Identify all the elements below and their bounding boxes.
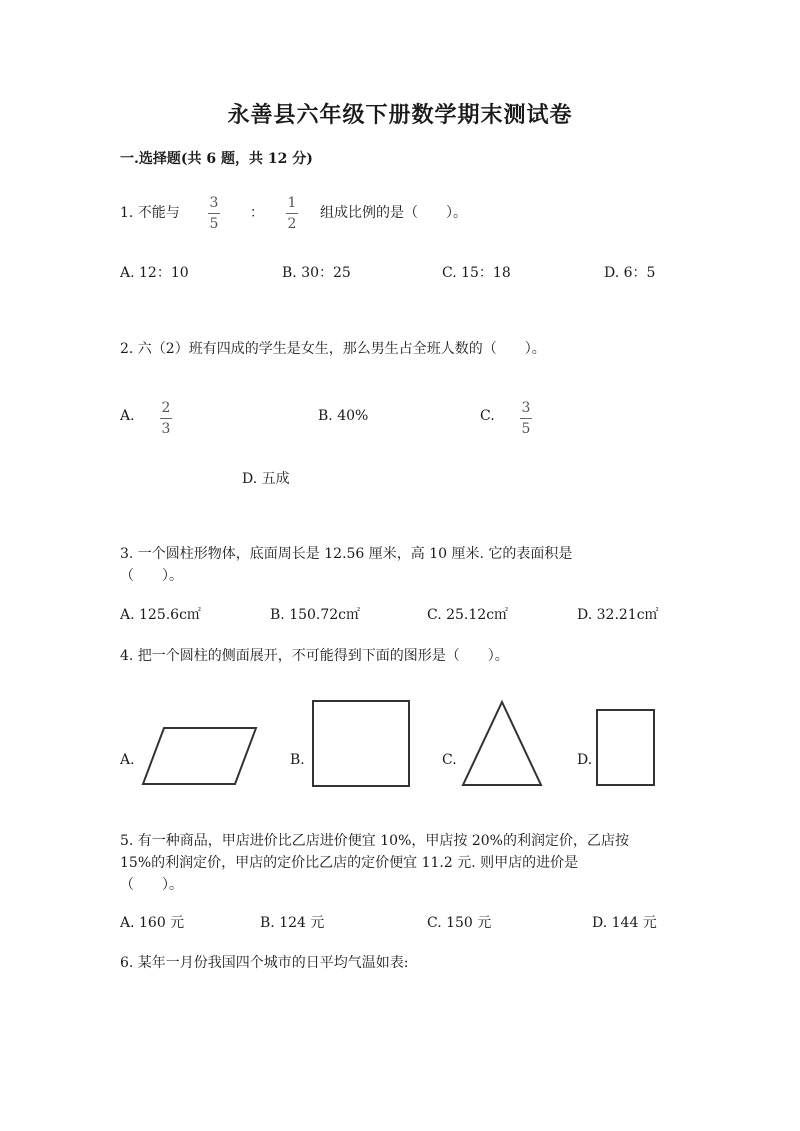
q1-option-a[interactable]: A. 12：10 (120, 265, 189, 281)
triangle-shape[interactable] (460, 700, 544, 788)
q1-prefix: 1. 不能与 (120, 205, 180, 221)
q5-line3: （ ）。 (120, 877, 183, 893)
q1-option-b[interactable]: B. 30：25 (282, 265, 351, 281)
q1-option-d[interactable]: D. 6：5 (604, 265, 656, 281)
q2-c-denominator: 5 (521, 421, 531, 437)
q1-frac-a-denominator: 5 (209, 216, 219, 232)
q2-option-d[interactable]: D. 五成 (242, 471, 290, 487)
q2-a-numerator: 2 (161, 400, 171, 416)
q5-option-a[interactable]: A. 160 元 (120, 915, 185, 931)
q5-option-b[interactable]: B. 124 元 (260, 915, 325, 931)
q1-fraction-a (208, 195, 220, 232)
q2-a-denominator: 3 (161, 421, 171, 437)
q5-line2: 15%的利润定价，甲店的定价比乙店的定价便宜 11.2 元. 则甲店的进价是 (120, 855, 579, 871)
rectangle-shape[interactable] (596, 709, 656, 787)
q3-option-d[interactable]: D. 32.21c㎡ (577, 607, 659, 623)
q1-suffix: 组成比例的是（ ）。 (320, 205, 467, 221)
q3-line1: 3. 一个圆柱形物体，底面周长是 12.56 厘米，高 10 厘米. 它的表面积是 (120, 546, 573, 562)
q2-text: 2. 六（2）班有四成的学生是女生，那么男生占全班人数的（ ）。 (120, 341, 546, 357)
fraction-bar (520, 418, 532, 419)
parallelogram-shape[interactable] (140, 726, 260, 788)
q1-frac-b-numerator: 1 (287, 195, 297, 211)
q2-option-c-label[interactable]: C. (480, 408, 495, 424)
q2-option-a-fraction[interactable] (160, 400, 172, 437)
square-shape[interactable] (312, 700, 410, 788)
q3-option-c[interactable]: C. 25.12c㎡ (427, 607, 509, 623)
q1-frac-b-denominator: 2 (287, 216, 297, 232)
q4-text: 4. 把一个圆柱的侧面展开，不可能得到下面的图形是（ ）。 (120, 648, 509, 664)
q2-option-c-fraction[interactable] (520, 400, 532, 437)
fraction-bar (208, 213, 220, 214)
q1-frac-a-numerator: 3 (209, 195, 219, 211)
fraction-bar (286, 213, 298, 214)
q5-option-c[interactable]: C. 150 元 (427, 915, 492, 931)
q1-fraction-b (286, 195, 298, 232)
q1-option-c[interactable]: C. 15：18 (442, 265, 511, 281)
fraction-bar (160, 418, 172, 419)
q4-option-b-label[interactable]: B. (290, 752, 305, 768)
q6-text: 6. 某年一月份我国四个城市的日平均气温如表: (120, 955, 409, 971)
q4-option-d-label[interactable]: D. (577, 752, 593, 768)
q3-option-b[interactable]: B. 150.72c㎡ (270, 607, 361, 623)
section-heading: 一.选择题(共 6 题，共 12 分) (120, 151, 313, 167)
q2-option-b[interactable]: B. 40% (318, 408, 369, 424)
q5-option-d[interactable]: D. 144 元 (592, 915, 657, 931)
q1-colon: ： (250, 205, 264, 221)
q2-option-a-label[interactable]: A. (120, 408, 135, 424)
q5-line1: 5. 有一种商品，甲店进价比乙店进价便宜 10%，甲店按 20%的利润定价，乙店按 (120, 833, 629, 849)
page-title: 永善县六年级下册数学期末测试卷 (227, 102, 573, 128)
q3-option-a[interactable]: A. 125.6c㎡ (120, 607, 201, 623)
q2-c-numerator: 3 (521, 400, 531, 416)
q4-option-a-label[interactable]: A. (120, 752, 135, 768)
q4-option-c-label[interactable]: C. (442, 752, 457, 768)
q3-line2: （ ）。 (120, 568, 183, 584)
